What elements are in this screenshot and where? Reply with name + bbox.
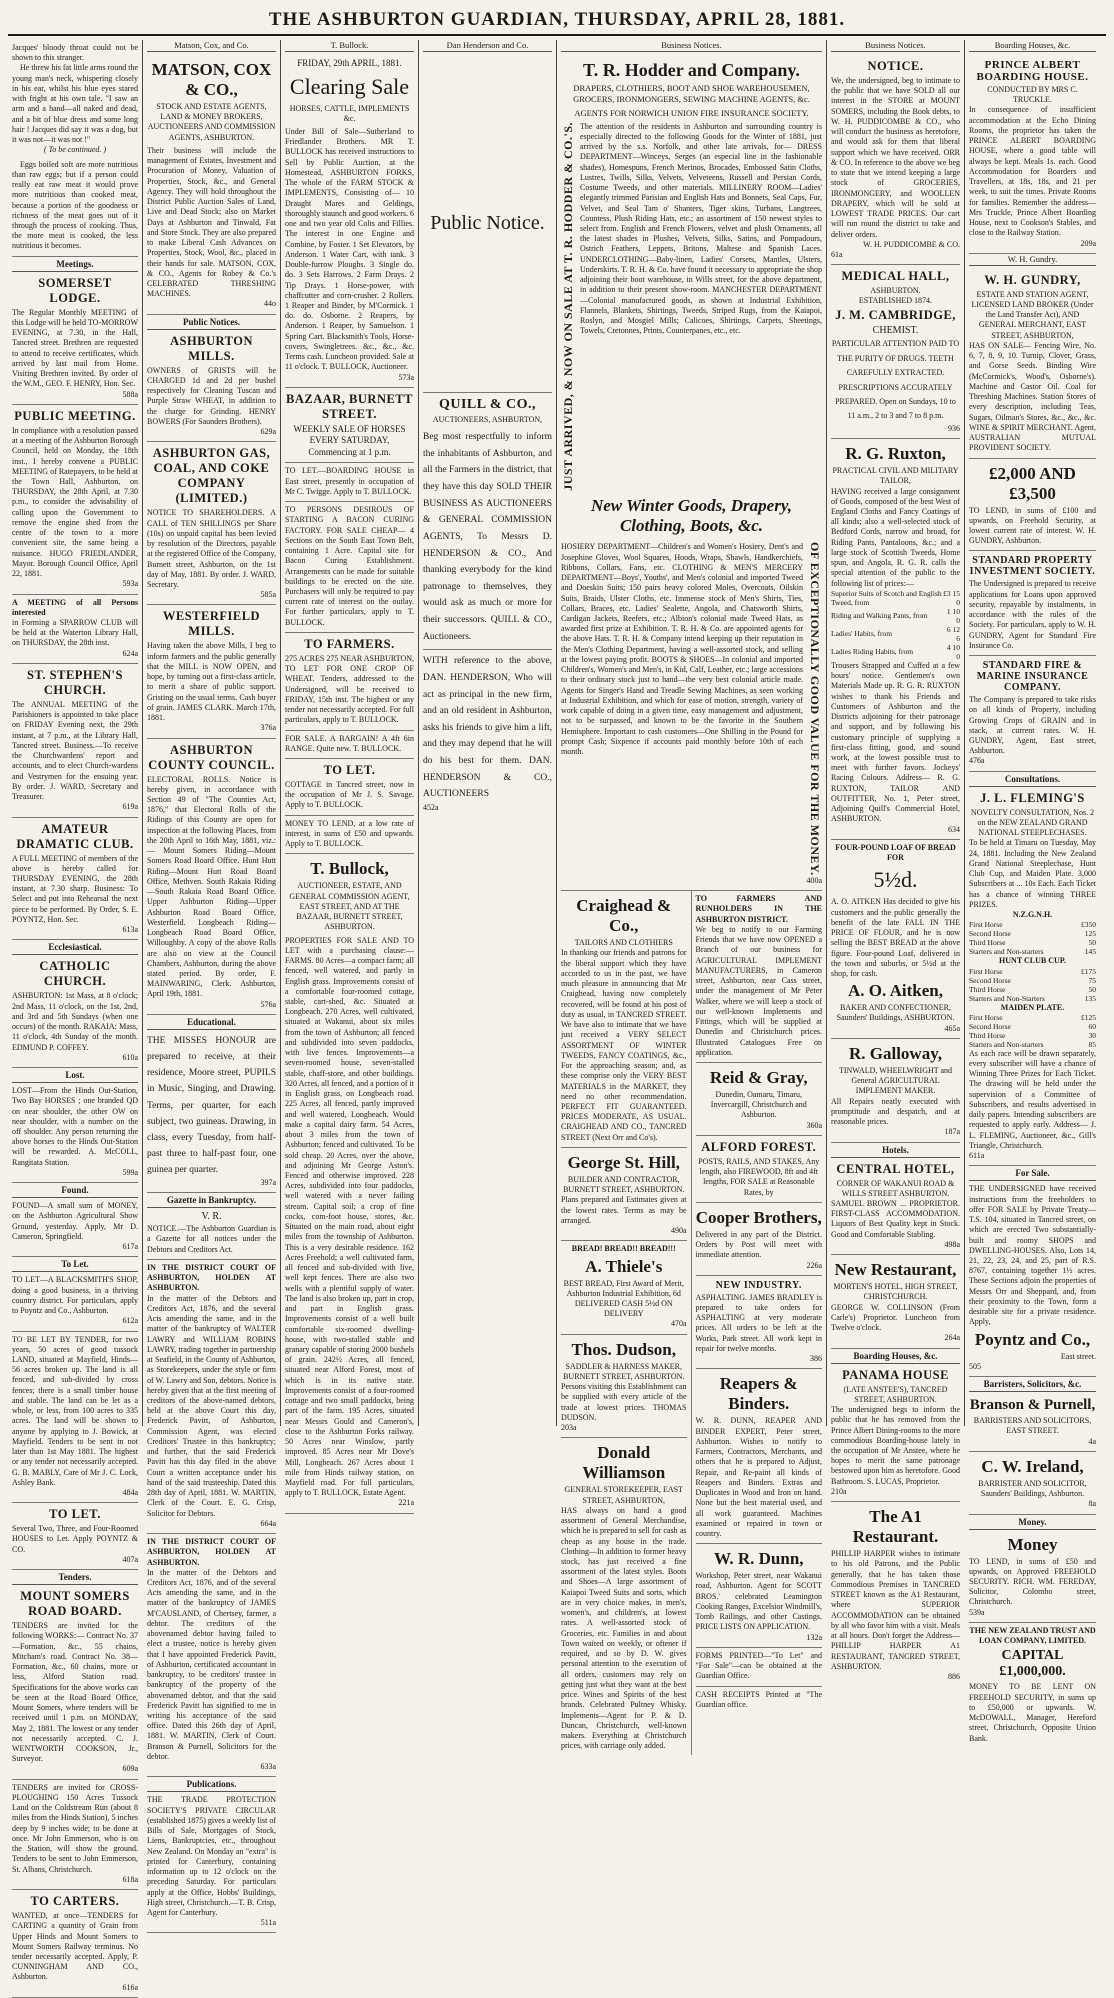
ad-hodder: T. R. Hodder and Company. DRAPERS, CLOTHIERS, BOOT AND SHOE WAREHOUSEMEN, GROCERS, IRONMONGERS, SEWING MACHINE AGENTS, &c. AGENTS FOR NORWICH UNION FIRE INSURANCE SOCIETY. JUST ARRIVED, & NOW ON SALE AT T. R. HODDER & CO.'S. The attention of the residents in Ashburton and surrounding country is especially directed to the following Goods for the Winter of 1881, just arrived by the s.s. Norfolk, and other late arrivals, for— DRESS DEPARTMENT—Winceys, Serges (an especial line in the fashionable shades), Homespuns, French Merinos, Brocades, Embossed Satin Cloths, Lustres, Twills, Silks, Velvets, Velveteens, Russell and Persian Cords, Costume Tweeds, and other materials. MILLINERY ROOM—Ladies' elegantly trimmed Parisian and English Hats and Bonnets, Seal Caps, Fur, Velvet, and Seal Tam o' Shanters, Tiger skins, Turbans, Langtrees, Countess, Plush Riding Hats, etc.; an assortment of 150 newest styles to select from. English and French Flowers, velvet and plush Ornaments, all the latest shades in Plushes, Velvets, Silks, Satins, and Pompadours, Ostrich Feathers, Leppets, Britons, Maltese and Spanish Laces. UNDERCLOTHING—Baby-linen, Ladies' Corsets, Mantles, Ulsters, Underskirts. T. R. H. & Co. have found it necessary to appropriate the shop adjoining their boot warehouse, in Wills street, for the above department, in addition to their present show-room. MANCHESTER DEPARTMENT—Colonial manufactured goods, as shown at Industrial Exhibition, Flannels, Blankets, Shirtings, Tweeds, Striped Rugs, from the Kaiapoi, Roslyn, and Mosgiel Mills; Calicoes, Shirtings, Carpets, Sheetings, Towels, Cretonnes, Prints, Counterpanes, etc., etc. New Winter Goods, Drapery, Clothing, Boots, &c. HOSIERY DEPARTMENT—Children's and Women's Hosiery, Dent's and Josephine Gloves, Wool Squares, Hoods, Wraps, Shawls, Handkerchiefs, Ribbons, Collars, Fans, etc. CLOTHING & MEN'S MERCERY DEPARTMENT—Boys', Youths', and Men's colonial and imported Tweed and Doeskin Suits; 150 pairs heavy colored Moles, Overcoats, Oilskin Suits, Braids, Ulster Cloths, etc. Immense stock of Men's Shirts, Ties, Collars, Braces, etc. Ladies' Sealette, Angola, and Chatsworth Shirts, Cardigan Jackets, Reefers, etc.; Albion's colonial made Tweed Hats, as awarded first prize at Exhibition. T. R. H. & Co. are appointed agents for the above Hats. T. R. H. & Company intend keeping up their reputation in the Men's Clothing Department, having a well-assorted stock, and selling at the lowest paying profit. BOOTS & SHOES—In colonial and imported Children's, Women's and Men's, in Kid, Calf, Leather, etc.; large accessions to their ordinary stock just to hand—the very best colonial article made. Agents for Singer's Hand and Treadle Sewing Machines, as seen working at Industrial Exhibition, and which for ease of motion, strength, variety of work capable of doing in a given time, easy management and adjustment, not to be surpassed, and known to be the favorite in the Southern Hemisphere. Important to cash customers—One Shilling in the Pound for prompt Cash; Sixpence if accounts paid monthly before 10th of each month. OF EXCEPTIONALLY GOOD VALUE FOR THE MONEY. 400a bbox=[561, 55, 822, 891]
ad-lost-horses: LOST—From the Hinds Out-Station, Two Bay HORSES ; one branded QD on near shoulder, the other OW on near shoulder, with a number on the off shoulder. Any person returning the above horses to the Hinds Out-Station will be rewarded. A. McCOLL, Rangitata Station. 599a bbox=[12, 1083, 138, 1183]
ad-houses-to-let: TO LET. Several Two, Three, and Four-Roomed HOUSES to Let. Apply POYNTZ & CO. 407a bbox=[12, 1503, 138, 1570]
prize-row: Starters and Non-starters 145 bbox=[969, 947, 1096, 957]
ad-public-meeting: PUBLIC MEETING. In compliance with a resolution passed at a meeting of the Ashburton Borough Council, held on Monday, the 18th inst., I hereby convene a PUBLIC MEETING of Ratepayers, to be held at the Town Hall, Ashburton, on THURSDAY, the 28th April, at 7.30 p.m., to consider the advisability of calling upon the Government to remove the engine shed from the centre of the town to a more convenient site, the same being a nuisance. HUGO FRIEDLANDER, Mayor. Borough Council Office, April 22, 1881. 593a bbox=[12, 405, 138, 595]
ad-ruxton: R. G. Ruxton, PRACTICAL CIVIL AND MILITARY TAILOR, HAVING received a large consignment of Goods, composed of the best West of England Cloths and Fancy Coatings of all kinds; also a well-selected stock of Bedford Cords, narrow and broad, for Riding Pants, Pantaloons, &c.; and a large stock of Scottish Tweeds, Home spun, and Angola, R. G. R. calls the special attention of the public to the following list of prices:— Superior Suits of Scotch and English Tweed, from £3 15 0 Riding and Walking Pants, from 1 10 0 Ladies' Habits, from 6 12 6 Ladies Riding Habits, from 4 10 0 Trousers Strapped and Cuffed at a few hours' notice. Gentlemen's own Materials Made up. R. G. R. RUXTON wishes to thank his Friends and Customers of Ashburton and the Districts adjoining for their patronage and support, and by following his customary principle of supplying a first-class fitting, good, and sound work, at the lowest possible trust to meet with further favors. Jockeys' Racing Colours. Address— R. G. RUXTON, TAILOR AND OUTFITTER, No. 1, Peter street, Adjoining Quill's Commercial Hotel, ASHBURTON. 634 bbox=[831, 439, 960, 840]
section-money: Money. bbox=[969, 1515, 1096, 1530]
ad-receipts: CASH RECEIPTS Printed at "The Guardian office. bbox=[695, 1689, 822, 1709]
ad-gazette: V. R. NOTICE.—The Ashburton Guardian is a Gazette for all notices under the Debtors and Creditors Act. bbox=[147, 1208, 276, 1260]
ad-trade-protection: THE TRADE PROTECTION SOCIETY'S PRIVATE CIRCULAR (established 1875) gives a weekly list of Bills of Sale, Mortgages of Stock, Liens, Bankruptcies, etc., throughout New Zealand. On Monday an "extra" is printed for Canterbury, containing information up to 12 o'clock on the preceding Saturday. For particulars apply at the Office, Hobbs' Buildings, High street, Christchurch.—T. B. Crisp, Agent for Canterbury. 511a bbox=[147, 1792, 276, 1933]
masthead bbox=[8, 6, 1106, 36]
col5-lower-right bbox=[692, 891, 823, 1755]
prize-row: Third Horse 50 bbox=[969, 938, 1096, 948]
ad-ploughing: TENDERS are invited for CROSS-PLOUGHING 150 Acres Tussock Land on the Coldstream Run (about 8 miles from the Hinds Station), 5 inches deep by 9 inches wide; to be done at once. Mr John Emmerson, who is on the Station, will show the ground. Tenders to be sent to John Emmerson, St. Albans, Christchurch. 618a bbox=[12, 1780, 138, 1890]
ad-central-hotel: CENTRAL HOTEL, CORNER OF WAKANUI ROAD & WILLS STREET ASHBURTON. SAMUEL BROWN ... PROPRIETOR. FIRST-CLASS ACCOMMODATION. Liquors of Best Quality kept in Stock. Good and Comfortable Stabling. 498a bbox=[831, 1158, 960, 1256]
column-2 bbox=[143, 40, 281, 1928]
ad-dudson: Thos. Dudson, SADDLER & HARNESS MAKER, BURNETT STREET, ASHBURTON. Persons visiting this Establishment can be supplied with every article of the trade at lowest prices. THOMAS DUDSON. 203a bbox=[561, 1335, 687, 1439]
ad-fleming: J. L. FLEMING'S NOVELTY CONSULTATION, Nos. 2 on the NEW ZEALAND GRAND NATIONAL STEEPLECHASES. To be held at Timaru on Tuesday, May 24, 1881. Including the New Zealand Grand National Steeplechase, Hunt Club Cup, and Maiden Plate. 3,000 Subscribers at ... 10s Each. Each Ticket has a chance of winning THREE PRIZES. N.Z.G.N.H. First Horse £350 Second Horse 125 Third Horse 50 Starters and Non-starters 145 HUNT CLUB CUP. First Horse £175 Second Horse 75 Third Horse 50 Starters and Non-Starters 135 MAIDEN PLATE. First Horse £125 Second Horse 60 Third Horse 30 Starters and Non-starters 85 As each race will be drawn separately, every subscriber will have a chance of Winning Three Prizes for Each Ticket. The drawing will be held under the supervision of a Committee of Subscribers, and results advertised in daily papers. Intending subscribers are requested to apply early. Address— J. L. FLEMING, Auctioneer, &c., Gill's Triangle, Christchurch. 611a bbox=[969, 787, 1096, 1167]
ad-medical-hall: MEDICAL HALL, ASHBURTON. ESTABLISHED 1874. J. M. CAMBRIDGE, CHEMIST. PARTICULAR ATTENTION PAID TO THE PURITY OF DRUGS. TEETH CAREFULLY EXTRACTED. PRESCRIPTIONS ACCURATELY PREPARED. Open on Sundays, 10 to 11 a.m., 2 to 3 and 7 to 8 p.m. 936 bbox=[831, 265, 960, 439]
section-educational: Educational. bbox=[147, 1015, 276, 1030]
ad-somerset-lodge: SOMERSET LODGE. The Regular Monthly MEETING of this Lodge will be held TO-MORROW EVENING, at 7.30, in the Hall, Tancred street. Brethren are requested to attend to receive certificates, which arrived by last mail from Home. Visiting Brethren invited. By order of the W.M., GEO. F. HENRY, Hon. Sec. 588a bbox=[12, 272, 138, 405]
section-found: Found. bbox=[12, 1183, 138, 1198]
ad-prince-albert: PRINCE ALBERT BOARDING HOUSE. CONDUCTED BY MRS C. TRUCKLE. In consequence of insufficient accommodation at the Echo Dining Rooms, the proprietor has taken the PRINCE ALBERT BOARDING HOUSE, where a good table will always be kept. Meals 1s. each. Good Accommodation for Boarders and Travellers, at 18s, 18s, and 21 per week, to suit the times. Private Rooms for families. Remember the address—Mrs Truckle, Prince Albert Boarding House, next to Cookson's Stables, and close to the Railway Station. 209a bbox=[969, 55, 1096, 254]
price-row: Ladies Riding Habits, from 4 10 0 bbox=[831, 642, 960, 661]
ad-land-tender: TO BE LET BY TENDER, for two years, 50 acres of good tussock LAND, situated at Mayfield, Hinds—56 acres broken up. The land is all fenced, and sub-divided by cross fences; there is a small timber house and stable. The land can be let as a whole, or less, from 100 acres to 335 acres. The land will be shown to anyone by applying to J. Bowick, at Mayfield. Tenders to be sent in not later than 1st May 1881. The highest or any tender not necessarily accepted. G. B. MABLY, Care of Mr J. C. Lock, Ashley Bank. 484a bbox=[12, 1332, 138, 1504]
section-for-sale: For Sale. bbox=[969, 1166, 1096, 1181]
ad-reid-gray-notice: TO FARMERS AND RUNHOLDERS IN THE ASHBURTON DISTRICT. We beg to notify to our Farming Friends that we have now OPENED a Branch of our business for AGRICULTURAL IMPLEMENT MANUFACTURERS, in Cameron street, Ashburton, near Cass street, under the management of Mr Peter Walker, where we will keep a stock of our well-known Implements and Fittings, which will be supplied at Dunedin and Christchurch prices. Illustrated Catalogues Free on application. bbox=[696, 891, 823, 1063]
ad-matson-cox: MATSON, COX & CO., STOCK AND ESTATE AGENTS, LAND & MONEY BROKERS, AUCTIONEERS AND COMMISSION AGENTS, ASHBURTON. Their business will include the management of Estates, Investment and Procuration of Money, Valuation of Properties, Stock, &c., and General Agency. They will hold throughout the District Public Auction Sales of Land, Live and Dead Stock; also on Market Days at Ashburton and Tinwald, Fat and Store Stock. They are also prepared to make Liberal Cash Advances on Properties, Stock, Wool, &c., placed in their hands for sale. MATSON, COX, & CO., Agents for Robey & Co.'s CELEBRATED THRESHING MACHINES. 44o bbox=[147, 55, 276, 315]
section-consultations: Consultations. bbox=[969, 772, 1096, 787]
ad-carters: TO CARTERS. WANTED, at once—TENDERS for CARTING a quantity of Grain from Upper Hinds and Mount Somers to Mount Somers Railway terminus. No tender necessarily accepted. Apply, P. CUNNINGHAM AND CO., Ashburton. 616a bbox=[12, 1890, 138, 1998]
ad-dramatic-club: AMATEUR DRAMATIC CLUB. A FULL MEETING of members of the above is hereby called for THURSDAY EVENING, the 28th instant, at 7.30 sharp. Business: To Select and put into Rehearsal the next piece to be performed. By Order, S. E. POYNTZ, Hon. Sec. 613a bbox=[12, 818, 138, 941]
column-head: T. Bullock. bbox=[285, 40, 414, 52]
prize-row: Second Horse 60 bbox=[969, 1021, 1096, 1031]
ad-misses-honour: THE MISSES HONOUR are prepared to receive, at their residence, Moore street, PUPILS in Music, Singing, and Drawing. Terms, per quarter, for each subject, two guineas. Drawing, in class, every Tuesday, from half-past three to half-past four, one guinea per quarter. 397a bbox=[147, 1030, 276, 1194]
ad-money-lend: MONEY TO LEND, at a low rate of interest, in sums of £50 and upwards. Apply to T. BULLOCK. bbox=[285, 816, 414, 855]
ad-quill: QUILL & CO., AUCTIONEERS, ASHBURTON, Beg most respectfully to inform the inhabitants of Ashburton, and all the Farmers in the district, that they have this day SOLD THEIR BUSINESS AS AUCTIONEERS & GENERAL COMMISSION AGENTS, To Messrs D. HENDERSON & CO., And thanking everybody for the kind patronage to themselves, they would ask as much or more for their successors. QUILL & CO., Auctioneers. bbox=[423, 393, 552, 650]
prize-row: First Horse £125 bbox=[969, 1012, 1096, 1022]
section-tenders: Tenders. bbox=[12, 1570, 138, 1585]
ad-clearing-sale: FRIDAY, 29th APRIL, 1881. Clearing Sale HORSES, CATTLE, IMPLEMENTS &c. Under Bill of Sale—Sutherland to Friedlander Brothers. MR T. BULLOCK has received instructions to Sell by Public Auction, at the Homestead, ASHBURTON FORKS, The whole of the FARM STOCK & IMPLEMENTS, Consisting of— 10 Draught Mares and Geldings, thoroughly staunch and good workers. 6 one and two year old Colts and Fillies. The interest in one Engine and Combine, by Foster. 1 Set Elevators, by Anderson. 1 Water Cart, with tank. 3 Double-furrow Ploughs. 3 Single do. do. 3 Sets Harrows. 2 Farm Drays. 2 Tip Drays. 1 Horse-power, with chaffcutter and corn-crusher. 2 Rollers. 1 Reaper and Binder, by M'Cormick. 1 do. do. Osborne. 2 Reapers, by Anderson. 1 Reaper, by Samuelson. 1 Spring Cart. Blacksmith's Tools, Horse-covers, Swingletrees. &c., &c., &c. Terms cash. Luncheon provided. Sale at 11 o'clock. T. BULLOCK, Auctioneer. 573a bbox=[285, 55, 414, 388]
column-8 bbox=[965, 40, 1100, 1743]
section-gazette: Gazette in Bankruptcy. bbox=[147, 1193, 276, 1208]
column-head: Business Notices. bbox=[831, 40, 960, 52]
column-head: Business Notices. bbox=[561, 40, 822, 52]
prize-row: Starters and Non-Starters 135 bbox=[969, 993, 1096, 1003]
story-para: He threw his fat little arms round the young man's neck, whispering closely in his ear, whilst his blue eyes stared with fright at his own tale. "I saw an arm and a hand—all naked and dead, and a bit of blue dress and some long hair ! Jacques did say it was a dog, but it was not—it was not !" bbox=[12, 63, 138, 145]
public-notice-block: Public Notice. bbox=[423, 55, 552, 393]
ad-bullock: T. Bullock, AUCTIONEER, ESTATE, AND GENERAL COMMISSION AGENT, EAST STREET, AND AT THE BAZAAR, BURNETT STREET, ASHBURTON. PROPERTIES FOR SALE AND TO LET with a purchasing clause:— FARMS. 80 Acres—a compact farm; all fenced, well watered, and partly in English grass. Improvements consist of a comfortable four-roomed cottage, stable, cart-shed, &c. Situated at Longbeach. 270 Acres, well cultivated, situated at Wakanui, about six miles from the town of Ashburton; all fenced and subdivided into seven paddocks, with live fences. Improvements—a seven-roomed house, seven-stalled stable, chaff-store, and other buildings. 320 Acres, all fenced, and a portion of it in English grass, on Longbeach road. 225 Acres, all fenced, partly improved and well watered, Longbeach. Would make a capital dairy farm. 54 Acres, about 3 miles from the town of Ashburton; fenced and cultivated. To be sold cheap. 20 Acres, over the above, and adjoining Mr George Aston's. Fenced and otherwise improved. 228 Acres, subdivided into four paddocks, well watered with a never failing stream. Capital soil; a crop of fine cocks, com-foot house, stores, &c. Situated on the main road, about eight miles from the township of Ashburton. This is a very desirable residence. 162 Acres Freehold; a well cultivated farm, all fenced and sub-divided with live, well kept fences. There are also two wells with a plentiful supply of water. The land is also broken up, part in crop, and part in English grass. Improvements consist of a well built comfortable six-roomed dwelling-house, with two-stalled stable and granary capable of storing 2000 bushels of grain. 242½ Acres, all fenced, situated near Alford Forest, most of which is in its native state. Improvements consist of a four-roomed cottage and two small paddocks, being part of the farm. 195 Acres, situated near Messrs Gould and Cameron's, close to the Ashburton Forks railway. 50 Acres near Winslow, partly improved. 85 Acres near Mr Dove's Mill, Longbeach. 267 Acres about 1 mile from Hinds railway station, on Mayfield road. For full particulars, apply to T. BULLOCK, Estate Agent. 221a bbox=[285, 854, 414, 1513]
ad-henderson: WITH reference to the above, DAN. HENDERSON, Who will act as principal in the new firm, and an old resident in Ashburton, asks his friends to give him a lift, and they may depend that he will do his best for them. DAN. HENDERSON & CO., AUCTIONEERS 452a bbox=[423, 656, 552, 812]
prize-row: Third Horse 50 bbox=[969, 984, 1096, 994]
column-head: Boarding Houses, &c. bbox=[969, 40, 1096, 52]
ad-ashburton-mills: ASHBURTON MILLS. OWNERS of GRISTS will be CHARGED 1d and 2d per bushel respectively for Cleaning Tuscan and Purple Straw WHEAT, in addition to the charge for Grinding. HENRY BOWERS (For Saunders Brothers). 629a bbox=[147, 330, 276, 443]
ad-alford-forest: ALFORD FOREST. POSTS, RAILS, AND STAKES, Any length, also FIREWOOD, 8ft and 4ft lengths, FOR SALE at Reasonable Rates, by bbox=[696, 1136, 823, 1203]
winter-goods-heading: New Winter Goods, Drapery, Clothing, Boots, &c. bbox=[590, 496, 792, 536]
prize-table bbox=[969, 920, 1096, 956]
prize-row: Starters and Non-starters 85 bbox=[969, 1039, 1096, 1049]
section-lost: Lost. bbox=[12, 1068, 138, 1083]
masthead-title: THE ASHBURTON GUARDIAN, THURSDAY, APRIL 28, 1881. bbox=[268, 9, 846, 30]
ad-poyntz-sale: THE UNDERSIGNED have received instructions from the freeholders to offer FOR SALE by Private Treaty— T.S. 104, situated in Tancred street, on which are erected Two substantially-built and roomy SHOPS and DWELLING-HOUSES. Also, Lots 14, 21, 22, 23, 24, and 25, part of R.S. 8767, containing together 1½ acres. These Sections adjoin the properties of Messrs Orr and Sheppard, and, from their proximity to the Town, form a desirable site for a private residence. Apply, Poyntz and Co., East street. 505 bbox=[969, 1181, 1096, 1377]
columns bbox=[8, 40, 1106, 1992]
hodder-side-right: OF EXCEPTIONALLY GOOD VALUE FOR THE MONEY. bbox=[808, 542, 822, 876]
ad-st-stephens: ST. STEPHEN'S CHURCH. The ANNUAL MEETING of the Parishioners is appointed to take place on FRIDAY Evening next, the 29th instant, at 7 p.m., at the Library Hall, Tancred street. Business.—To receive the Churchwardens' report and accounts, and to elect Church-wardens and Vestrymen for the ensuing year. By order. J. WARD, Secretary and Treasurer. 619a bbox=[12, 664, 138, 818]
ad-county-council: ASHBURTON COUNTY COUNCIL. ELECTORAL ROLLS. Notice is hereby given, in accordance with Section 49 of "The Counties Act, 1876," that Electoral Rolls of the Ridings of this County are open for inspection at the following Places, from the 20th April to 16th May, 1881, viz.:— Mount Somers Riding—Mount Somers Road Board Office. Hunt Hutt Riding—Mount Hutt Road Board Office, Methven. South Rakaia Riding—South Rakaia Road Board Office. Upper Ashburton Riding—Upper Ashburton Road Board Office, Westerfield. Longbeach Riding—Longbeach Road Board Office, Willoughby. A copy of the above Rolls are also on view at the Council Chambers, Ashburton, during the above stated period. By order, F. MAINWARING, Clerk. Ashburton, April 19th, 1881. 576a bbox=[147, 739, 276, 1015]
ad-court-lawry: IN THE DISTRICT COURT OF ASHBURTON, HOLDEN AT ASHBURTON. In the matter of the Debtors and Creditors Act, 1876, and the several Acts amending the same, and in the matter of the bankruptcy of WALTER LAWRY and WILLIAM ROBINS LAWRY, trading together in partnership at Seafield, in the County of Ashburton, as Storekeepers, under the style or firm of W. Lawry and Son, debtors. Notice is hereby given that at the first meeting of creditors of the above-named debtors, held at the above Court this day, Frederick Pavitt, of Ashburton, Commission Agent, was elected Creditors' Trustee in this bankruptcy; and further, that the said Frederick Pavitt has this day filed in the above Court a written acceptance under his hand of the said trusteeship. Dated this 28th day of April, 1881. W. MARTIN, Clerk of the Court. E. G. Crisp, Solicitor for Debtors. 664a bbox=[147, 1260, 276, 1534]
prize-row: Third Horse 30 bbox=[969, 1030, 1096, 1040]
ad-forms: FORMS PRINTED—"To Let" and "For Sale"—can be obtained at the Guardian Office. bbox=[696, 1648, 823, 1687]
ad-panama-house: PANAMA HOUSE (LATE ANSTEE'S), TANCRED STREET, ASHBURTON. The undersigned begs to inform the public that he has removed from the Prince Albert Dining-rooms to the more commodious Boarding-house lately in the occupation of Mr Anstee, where he hopes to merit the same patronage bestowed upon him as heretofore. Good Bathroom. S. LUCAS, Proprietor. 210a bbox=[831, 1364, 960, 1503]
ad-sparrow-club: A MEETING of all Persons interested in Forming a SPARROW CLUB will be held at the Waterton Library Hall, on THURSDAY, the 28th inst. 624a bbox=[12, 595, 138, 664]
serial-story bbox=[12, 40, 138, 257]
ad-money-fereday: Money TO LEND, in sums of £50 and upwards, on Approved FREEHOLD SECURITY. RICH. WM. FEREDAY, Solicitor, Colombo street, Christchurch. 539a bbox=[969, 1530, 1096, 1623]
section-publications: Publications. bbox=[147, 1777, 276, 1792]
column-3 bbox=[281, 40, 419, 1508]
prize-row: Second Horse 125 bbox=[969, 929, 1096, 939]
ad-st-hill: George St. Hill, BUILDER AND CONTRACTOR, BURNETT STREET, ASHBURTON. Plans prepared and Estimates given at the lowest rates. Terms as may be arranged. 490a bbox=[561, 1148, 687, 1241]
ad-standard-property: STANDARD PROPERTY INVESTMENT SOCIETY. The Undersigned is prepared to receive applications for Loans upon approved security, repayable by instalments, in accordance with the rules of the Society. For particulars, apply to W. H. GUNDRY, Agent for Standard Fire Insurance Co. bbox=[969, 551, 1096, 656]
ad-new-restaurant: New Restaurant, MORTEN'S HOTEL, HIGH STREET, CHRISTCHURCH. GEORGE W. COLLINSON (From Carle's) Proprietor. Luncheon from Twelve o'clock. 264a bbox=[831, 1255, 960, 1348]
column-head: Matson, Cox, and Co. bbox=[147, 40, 276, 52]
section-boarding: Boarding Houses, &c. bbox=[831, 1349, 960, 1364]
ad-reid-gray: Reid & Gray, Dunedin, Oamaru, Timaru, Invercargill, Christchurch and Ashburton. 360a bbox=[696, 1063, 823, 1136]
ad-bacon-factory: TO PERSONS DESIROUS OF STARTING A BACON CURING FACTORY. FOR SALE CHEAP— 4 Sections on the South East Town Belt, containing 1 Acre. Capital site for Bacon Curing Establishment. Arrangements can be made for suitable buildings to be erected on the site. Purchasers will only be required to pay current rate of interest on the outlay. For further particulars, apply to T. BULLOCK. bbox=[285, 502, 414, 633]
ad-catholic-church: CATHOLIC CHURCH. ASHBURTON: 1st Mass, at 8 o'clock; 2nd Mass, 11 o'clock, on the 1st, 2nd, and 3rd and 5th Sundays (when one occurs) of the month. RAKAIA: Mass, 11 o'clock, 4th Sunday of the month. EDMUND P. COFFEY. 610a bbox=[12, 955, 138, 1068]
ad-gundry-money: £2,000 AND £3,500 TO LEND, in sums of £100 and upwards, on Freehold Security, at lowest current rate of interest. W. H. GUNDRY, Ashburton. bbox=[969, 459, 1096, 552]
prize-table bbox=[969, 967, 1096, 1003]
section-hotels: Hotels. bbox=[831, 1143, 960, 1158]
hodder-side-left: JUST ARRIVED, & NOW ON SALE AT T. R. HODDER & CO.'S. bbox=[561, 121, 575, 491]
prize-row: Second Horse 75 bbox=[969, 975, 1096, 985]
section-to-let: To Let. bbox=[12, 1257, 138, 1272]
ad-court-mccausland: IN THE DISTRICT COURT OF ASHBURTON, HOLDEN AT ASHBURTON. In the matter of the Debtors and Creditors Act, 1876, and of the several Acts amending the same, and in the matter of the bankruptcy of JAMES M'CAUSLAND, of Chertsey, farmer, a debtor. The creditors of the abovenamed debtor having failed to elect a trustee, notice is hereby given that I have appointed Frederick Pavitt, of Ashburton, certificated accountant in bankruptcy, to be creditors' trustee in bankruptcy of the property of the abovenamed debtor, and that the said Frederick Pavitt has signified to me in writing his acceptance of the said office. Dated this 26th day of April, 1881. W. MARTIN, Clerk of Court. Branson & Purnell, Solicitors for the debtor. 633a bbox=[147, 1534, 276, 1777]
column-head: Dan Henderson and Co. bbox=[423, 40, 552, 52]
ad-a1-restaurant: The A1 Restaurant. PHILLIP HARPER wishes to intimate to his old Patrons, and the Public generally, that he has taken those Commodious Premises in TANCRED STREET known as the A1 Restaurant, where SUPERIOR ACCOMMODATION can be obtained by all who favor him with a visit. Meals at all hours. Don't forget the Address— PHILLIP HARPER A1 RESTAURANT, TANCRED STREET, ASHBURTON. 886 bbox=[831, 1507, 960, 1681]
ad-nz-trust: THE NEW ZEALAND TRUST AND LOAN COMPANY, LIMITED. CAPITAL £1,000,000. MONEY TO BE LENT ON FREEHOLD SECURITY, in sums up to £50,000 or upwards. W. McDOWALL, Manager, Hereford street, Christchurch, Opposite Union Bank. bbox=[969, 1625, 1096, 1743]
section-barristers: Barristers, Solicitors, &c. bbox=[969, 1377, 1096, 1392]
ad-gas-company: ASHBURTON GAS, COAL, AND COKE COMPANY (LIMITED.) NOTICE TO SHAREHOLDERS. A CALL of TEN SHILLINGS per Share (10s) on unpaid capital has been levied by resolution of the Directors, payable at the registered Office of the Company, Burnett street, Ashburton, on the 1st day of May, 1881. By order. J. WARD, Secretary. 585a bbox=[147, 442, 276, 605]
ad-blacksmith: TO LET—A BLACKSMITH'S SHOP, doing a good business, in a thriving country district. For particulars, apply to Poyntz and Co., Ashburton. 612a bbox=[12, 1272, 138, 1331]
price-row: Superior Suits of Scotch and English Tweed, from £3 15 0 bbox=[831, 588, 960, 607]
ad-craighead: Craighead & Co., TAILORS AND CLOTHIERS In thanking our friends and patrons for the liberal support which they have accorded to us in the past, we have much pleasure in announcing that Mr Craighead, having now completely recovered, will be found at his post of duty as usual, in TANCRED STREET. We have also to intimate that we have just received a VERY SELECT ASSORTMENT OF WINTER TWEEDS, FANCY COATINGS, &c., For the approaching season; and, as these comprise only the VERY BEST MATERIALS in the MARKET, they need no other recommendation. PERFECT FIT GUARANTEED. PRICES MODERATE, AS USUAL. CRAIGHEAD AND CO., TANCRED STREET (Next Orr and Co's). bbox=[561, 891, 687, 1148]
ad-ireland: C. W. Ireland, BARRISTER AND SOLICITOR, Saunders' Buildings, Ashburton. 8a bbox=[969, 1452, 1096, 1515]
ad-aitken: FOUR-POUND LOAF OF BREAD FOR 5½d. A. O. AITKEN Has decided to give his customers and the public generally the benefit of the late FALL IN THE PRICE OF FLOUR, and he is now selling the BEST BREAD at the above figure. Four-pound Loaf, delivered in the town and suburbs, or 5½d at the shop, for cash. A. O. Aitken, BAKER AND CONFECTIONER, Saunders' Buildings, ASHBURTON. 465a bbox=[831, 840, 960, 1039]
prize-table bbox=[969, 1013, 1096, 1049]
story-para: Eggs boiled soft are more nutritious than raw eggs; but if a person could really eat raw meat it would prove more nutritious than cooked meat, because a portion of the goodness or richness of the meat goes out of it through the process of cooking. Thus, the more meat is cooked, the less nutritious it becomes. bbox=[12, 159, 138, 251]
ad-branson-purnell: Branson & Purnell, BARRISTERS AND SOLICITORS, EAST STREET. 4a bbox=[969, 1392, 1096, 1452]
column-5 bbox=[557, 40, 827, 1751]
ad-to-farmers: TO FARMERS. 275 ACRES 275 NEAR ASHBURTON, TO LET FOR ONE CROP OF WHEAT. Tenders, addressed to the Undersigned, will be received to FRIDAY, 15th inst. The highest or any tender not necessarily accepted. For full particulars, apply to T. BULLOCK. bbox=[285, 633, 414, 731]
section-meetings: Meetings. bbox=[12, 257, 138, 272]
ad-reapers: Reapers & Binders. W. R. DUNN, REAPER AND BINDER EXPERT, Peter street, Ashburton. Wishes to notify to Farmers, Contractors, Merchants, and others that he is prepared to Adjust, Repair, and Re-paint all kinds of Reapers and Binders. Extras and Duplicates in Wood and Iron on hand. None but the best material used, and all work guaranteed. Machines examined or repaired in town or country. bbox=[696, 1369, 823, 1544]
ad-thiele: BREAD! BREAD!! BREAD!!! A. Thiele's BEST BREAD, First Award of Merit, Ashburton Industrial Exhibition, 6d DELIVERED CASH 5½d ON DELIVERY 470a bbox=[561, 1241, 687, 1334]
ad-dunn: W. R. Dunn, Workshop, Peter street, near Wakanui road, Ashburton. Agent for SCOTT BROS.' celebrated Leamington Cooking Ranges, Excelsior Windmill's, Tomb Railings, and other Castings. PRICE LISTS ON APPLICATION. 132a bbox=[696, 1544, 823, 1648]
story-para: Jacques' bloody throat could not be shown to this stranger. bbox=[12, 43, 138, 63]
ad-williamson: Donald Williamson GENERAL STOREKEEPER, EAST STREET, ASHBURTON, HAS always on hand a good assortment of General Merchandise, which he is prepared to sell for cash as cheap as any house in the trade. Clothing—In addition to former heavy stock, has just received a fine assortment of the latest styles. Boots and Shoes—A large assortment of Kaiapoi Tweed Suits and sorts, which are in very choice makes, in men's, women's, and children's, at lowest rates. A well-assorted stock of Groceries, etc. Families in and about Town waited on weekly, or oftener if required, and so by D. W. gives personal attention to the execution of all orders, customers may rely on getting just what they want at the best price. Wines and Spirits of the best brands. Celebrated Pultney Whisky. Implements—Agent for P. & D. Duncan, Christchurch, well-known makers. Everything at Christchurch prices, with carriage only added. bbox=[561, 1443, 687, 1751]
story-continued: ( To be continued. ) bbox=[43, 145, 107, 155]
column-head-gundry: W. H. Gundry. bbox=[969, 254, 1096, 266]
ad-bazaar: BAZAAR, BURNETT STREET. WEEKLY SALE OF HORSES EVERY SATURDAY, Commencing at 1 p.m. bbox=[285, 388, 414, 464]
ad-boarding-let: TO LET.—BOARDING HOUSE in East street, presently in occupation of Mr C. Twigge. Apply to T. BULLOCK. bbox=[285, 463, 414, 502]
ruxton-price-list bbox=[831, 589, 960, 661]
ad-cottage: TO LET. COTTAGE in Tancred street, now in the occupation of Mr J. S. Savage. Apply to T. BULLOCK. bbox=[285, 759, 414, 816]
section-public-notices: Public Notices. bbox=[147, 315, 276, 330]
column-7 bbox=[827, 40, 965, 1681]
ad-found-money: FOUND—A small sum of MONEY, on the Ashburton Agricultural Show Ground, yesterday. Apply, Mr D. Cameron, Springfield. 617a bbox=[12, 1198, 138, 1257]
ad-gundry: W. H. GUNDRY, ESTATE AND STATION AGENT, LICENSED LAND BROKER (Under the Land Transfer Act), AND GENERAL MERCHANT, EAST STREET, ASHBURTON, HAS ON SALE— Fencing Wire, No. 6, 7, 8, 9, 10. Turnip, Clover, Grass, and Gorse Seeds. Binding Wire (McCormick's, Wood's, Osborne's). Machine and Castor Oil. Coal for Threshing Machines. Station Stores of every description, including Teas, Sugars, Oilman's Stores, &c., &c., &c. WINE & SPIRIT MERCHANT. Agent, AUSTRALIAN MUTUAL PROVIDENT SOCIETY. bbox=[969, 269, 1096, 459]
col5-lower-left bbox=[561, 891, 692, 1755]
ad-asphalting: NEW INDUSTRY. ASPHALTING. JAMES BRADLEY is prepared to take orders for ASPHALTING at very moderate prices. All orders to be left at the Works, Park street. All work kept in repair for twelve months. 386 bbox=[696, 1276, 823, 1370]
ad-notice-orr: NOTICE. We, the undersigned, beg to intimate to the public that we have SOLD all our interest in the STORE at MOUNT SOMERS, including the Book debts, to W. H. PUDDICOMBE & CO., who will conduct the business as heretofore, and would ask for them that liberal support which we have received. ORR & CO. In reference to the above we beg to state that we intend keeping a large stock of GROCERIES, IRONMONGERY, and WOOLLEN DRAPERY, which will be sold at LOWEST TRADE PRICES. Our cart will run round the district to take and deliver orders. W. H. PUDDICOMBE & CO. 61a bbox=[831, 55, 960, 265]
ad-galloway: R. Galloway, TINWALD, WHEELWRIGHT and General AGRICULTURAL IMPLEMENT MAKER. All Repairs neatly executed with promptitude and despatch, and at reasonable prices. 187a bbox=[831, 1039, 960, 1143]
ad-cooper: Cooper Brothers, Delivered in any part of the District. Orders by Post will meet with immediate attention. 226a bbox=[696, 1203, 823, 1276]
price-row: Ladies' Habits, from 6 12 6 bbox=[831, 624, 960, 643]
col5-lower bbox=[561, 891, 822, 1755]
column-4 bbox=[419, 40, 557, 1426]
ad-range-sale: FOR SALE. A BARGAIN! A 4ft 6in RANGE. Quite new. T. BULLOCK. bbox=[285, 731, 414, 759]
ad-westerfield-mills: WESTERFIELD MILLS. Having taken the above Mills, I beg to inform farmers and the public generally that the MILL is NOW OPEN, and hope, by turning out a first-class article, to merit a share of public support. Gristing on the usual terms. Cash buyer of grain. JAMES CLARK. March 17th, 1881. 376a bbox=[147, 605, 276, 738]
column-1 bbox=[8, 40, 143, 1992]
prize-row: First Horse £350 bbox=[969, 920, 1096, 930]
price-row: Riding and Walking Pants, from 1 10 0 bbox=[831, 606, 960, 625]
prize-row: First Horse £175 bbox=[969, 966, 1096, 976]
section-ecclesiastical: Ecclesiastical. bbox=[12, 940, 138, 955]
ad-road-board: MOUNT SOMERS ROAD BOARD. TENDERS are invited for the following WORKS:— Contract No. 37—Formation, &c., 55 chains, Mitcham's road. Contract No. 38—Formation, &c., 60 chains, more or less, Alford Station road. Specifications for the above works can be seen at the Road Board Office, Mount Somers, where tenders will be received until 1 p.m. on MONDAY, May 2, 1881. The lowest or any tender not necessarily accepted. C. J. WENTWORTH COOKSON, Jr., Surveyor. 609a bbox=[12, 1585, 138, 1780]
ad-standard-fire: STANDARD FIRE & MARINE INSURANCE COMPANY. The Company is prepared to take risks on all kinds of Property, including Growing Crops of GRAIN and in stack, at current rates. W. H. GUNDRY, Agent, East street, Ashburton. 476a bbox=[969, 656, 1096, 772]
